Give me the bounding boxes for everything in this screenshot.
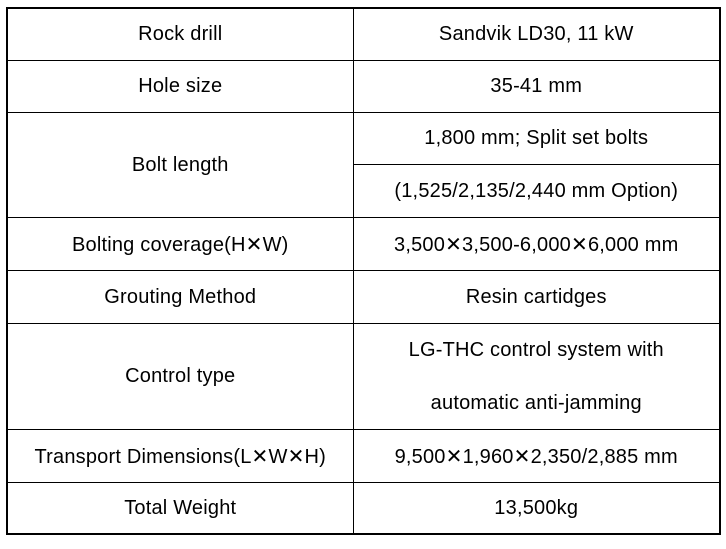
spec-table — [6, 7, 721, 535]
spec-label: Grouting Method — [7, 271, 353, 324]
spec-label: Rock drill — [7, 8, 353, 61]
spec-value-lines — [356, 324, 718, 429]
table-row — [7, 483, 720, 535]
spec-label: Control type — [7, 324, 353, 430]
table-row — [7, 430, 720, 483]
table-row — [7, 113, 720, 165]
spec-value: Sandvik LD30, 11 kW — [353, 8, 720, 61]
spec-value: 1,800 mm; Split set bolts — [353, 113, 720, 165]
table-row — [7, 218, 720, 271]
table-row — [7, 271, 720, 324]
spec-label: Bolt length — [7, 113, 353, 218]
spec-value: 13,500kg — [353, 483, 720, 535]
spec-label: Total Weight — [7, 483, 353, 535]
spec-value: (1,525/2,135/2,440 mm Option) — [353, 165, 720, 218]
spec-value-line-2: automatic anti-jamming — [430, 391, 642, 414]
spec-value: Resin cartidges — [353, 271, 720, 324]
table-row — [7, 8, 720, 61]
spec-value-line-1: LG-THC control system with — [408, 339, 664, 362]
spec-label: Bolting coverage(H✕W) — [7, 218, 353, 271]
table-row — [7, 61, 720, 113]
spec-value — [353, 324, 720, 430]
table-row — [7, 324, 720, 430]
spec-value: 3,500✕3,500-6,000✕6,000 mm — [353, 218, 720, 271]
spec-label: Hole size — [7, 61, 353, 113]
spec-label: Transport Dimensions(L✕W✕H) — [7, 430, 353, 483]
spec-value: 9,500✕1,960✕2,350/2,885 mm — [353, 430, 720, 483]
spec-value: 35-41 mm — [353, 61, 720, 113]
